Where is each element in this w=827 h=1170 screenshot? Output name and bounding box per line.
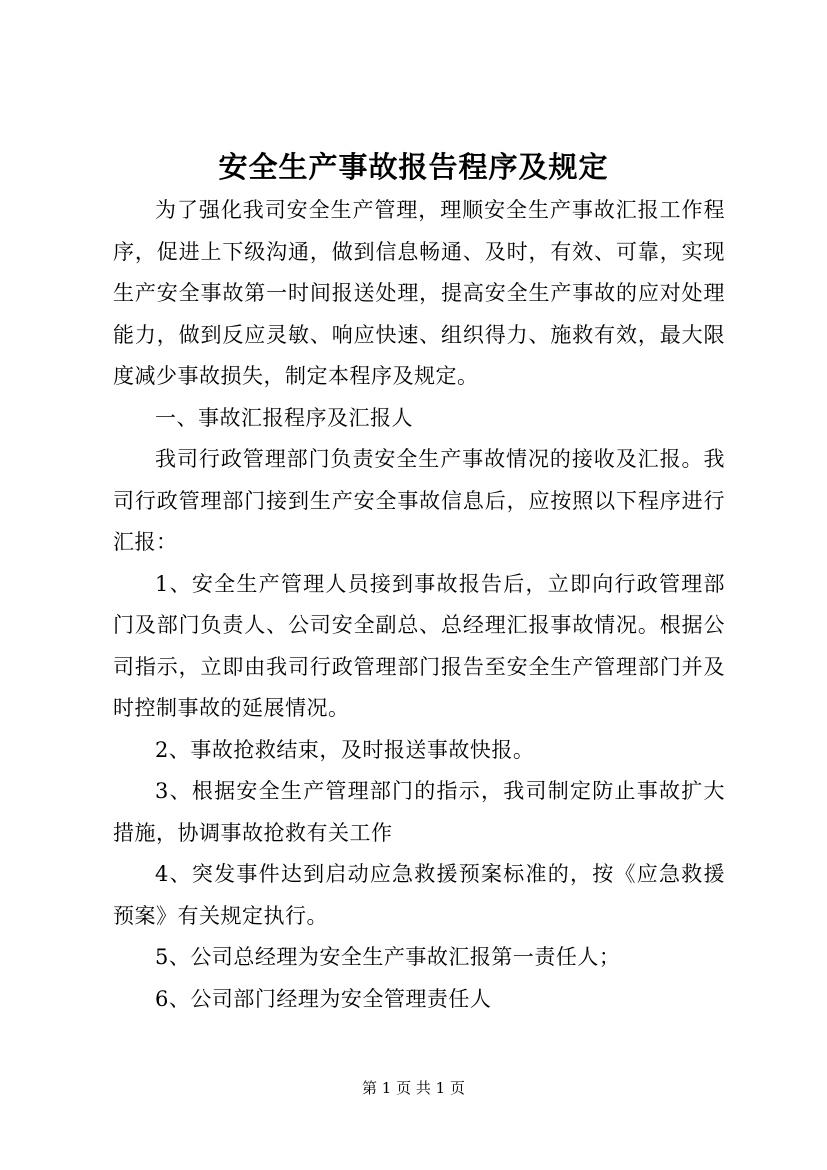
list-item-4: 4、突发事件达到启动应急救援预案标准的，按《应急救援预案》有关规定执行。 [113, 862, 725, 928]
document-body [113, 190, 725, 1020]
page-footer: 第 1 页 共 1 页 [362, 1079, 465, 1097]
list-item-1: 1、安全生产管理人员接到事故报告后，立即向行政管理部门及部门负责人、公司安全副总、总经理汇报事故情况。根据公司指示，立即由我司行政管理部门报告至安全生产管理部门并及时控制事故的延展情况。 [113, 571, 725, 720]
list-item-3: 3、根据安全生产管理部门的指示，我司制定防止事故扩大措施，协调事故抢救有关工作 [113, 779, 725, 845]
paragraph-intro: 为了强化我司安全生产管理，理顺安全生产事故汇报工作程序，促进上下级沟通，做到信息畅通、及时，有效、可靠，实现生产安全事故第一时间报送处理，提高安全生产事故的应对处理能力，做到反应灵敏、响应快速、组织得力、施救有效，最大限度减少事故损失，制定本程序及规定。 [113, 198, 725, 388]
section-heading: 一、事故汇报程序及汇报人 [155, 405, 413, 430]
list-item-5: 5、公司总经理为安全生产事故汇报第一责任人； [155, 945, 621, 969]
list-item-2: 2、事故抢救结束，及时报送事故快报。 [155, 737, 535, 762]
document-title: 安全生产事故报告程序及规定 [218, 150, 609, 184]
list-item-6: 6、公司部门经理为安全管理责任人 [155, 986, 492, 1011]
paragraph-responsibility: 我司行政管理部门负责安全生产事故情况的接收及汇报。我司行政管理部门接到生产安全事故信息后，应按照以下程序进行汇报： [113, 447, 725, 554]
